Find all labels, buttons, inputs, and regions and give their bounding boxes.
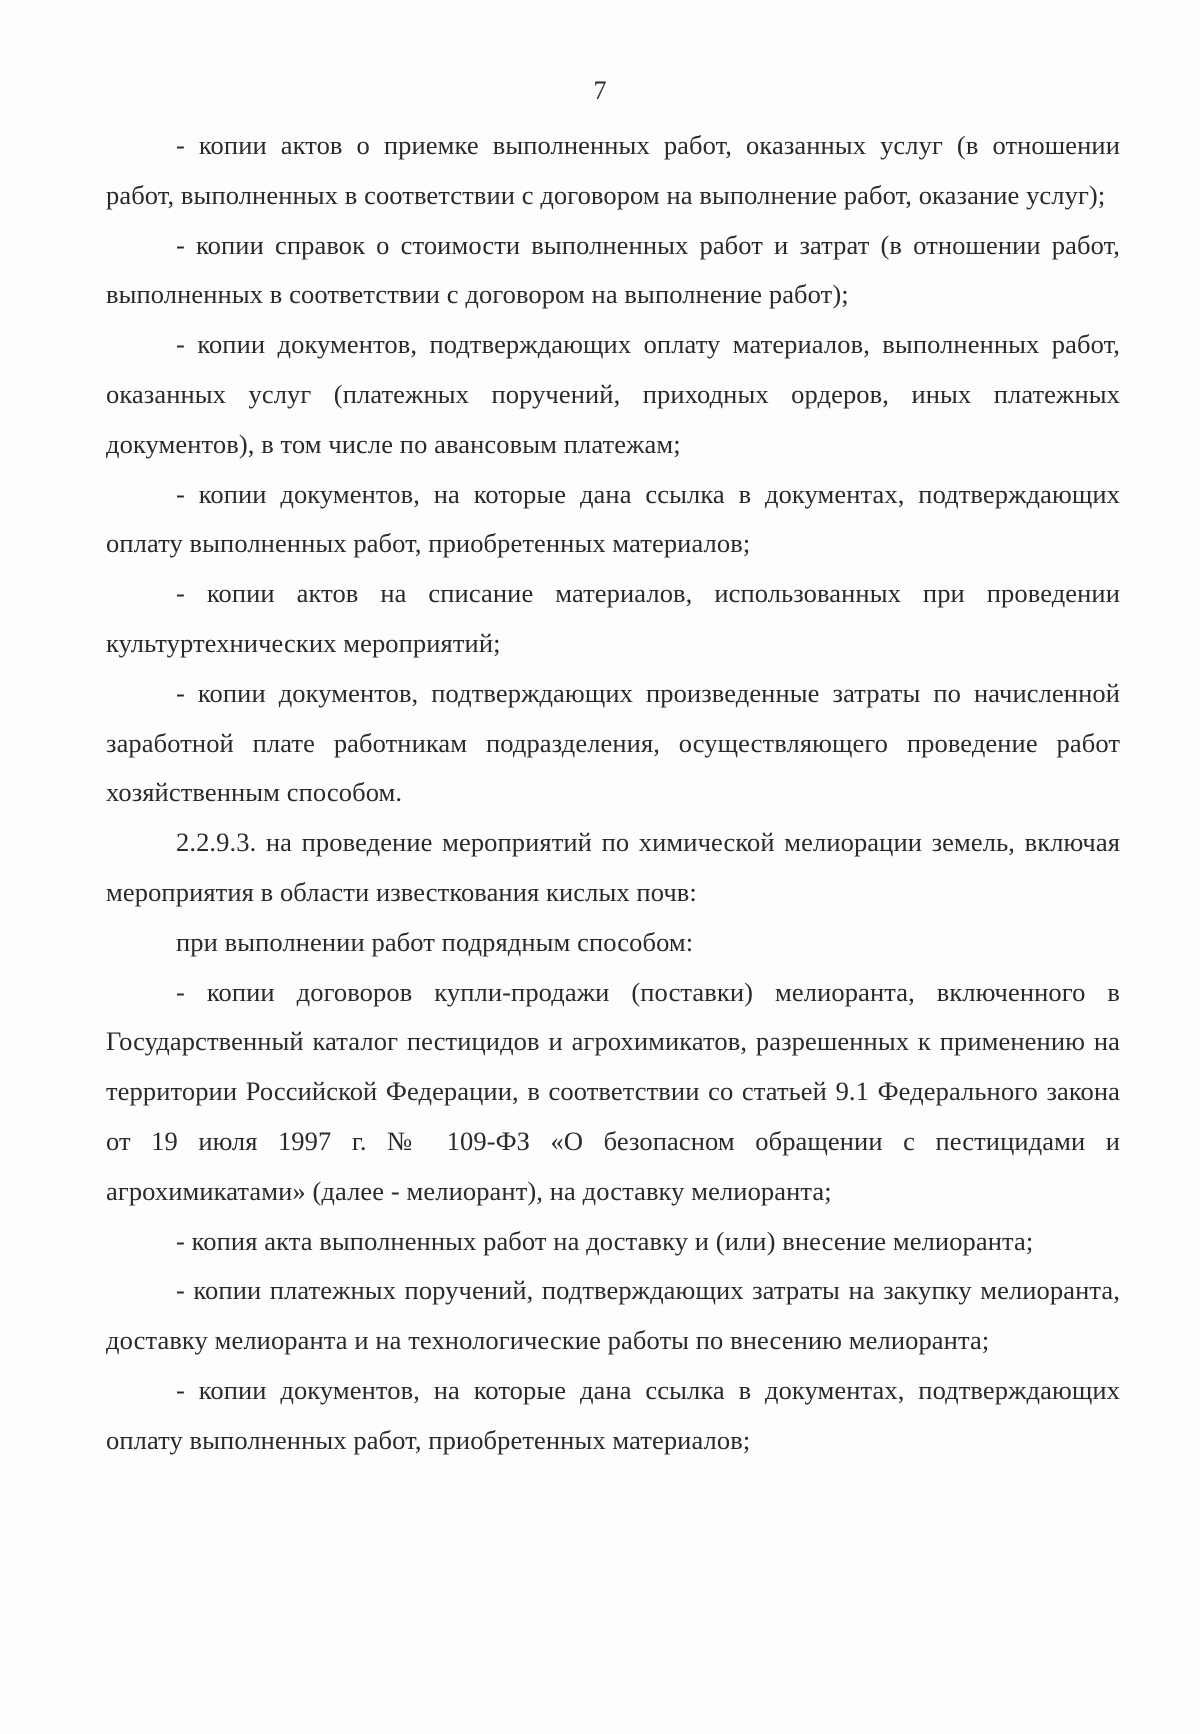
paragraph-referenced-documents: - копии документов, на которые дана ссылка в документах, подтверждающих оплату выполненных работ, приобретенных материалов;: [106, 478, 1120, 559]
paragraph-clause-2-2-9-3: 2.2.9.3. на проведение мероприятий по химической мелиорации земель, включая мероприятия в области известкования кислых почв:: [106, 827, 1120, 907]
paragraph-cost-certificates: - копии справок о стоимости выполненных работ и затрат (в отношении работ, выполненных в соответствии с договором на выполнение работ);: [106, 229, 1120, 310]
paragraph-payment-orders: - копии платежных поручений, подтверждающих затраты на закупку мелиоранта, доставку мелиоранта и на технологические работы по внесению мелиоранта;: [106, 1275, 1120, 1356]
paragraph-purchase-contracts: - копии договоров купли-продажи (поставки) мелиоранта, включенного в Государственный каталог пестицидов и агрохимикатов, разрешенных к применению на территории Российской Федерации, в соответствии со статьей 9.1 Федерального закона от 19 июля 1997 г. № 109-ФЗ «О безопасном обращении с пестицидами и агрохимикатами» (далее - мелиорант), на доставку мелиоранта;: [106, 976, 1120, 1206]
paragraph-referenced-documents-2: - копии документов, на которые дана ссылка в документах, подтверждающих оплату выполненных работ, приобретенных материалов;: [106, 1374, 1120, 1455]
page-number: 7: [593, 76, 607, 105]
document-body: [106, 121, 1120, 1466]
paragraph-work-act-copy: - копия акта выполненных работ на доставку и (или) внесение мелиоранта;: [176, 1225, 1034, 1256]
paragraph-write-off-acts: - копии актов на списание материалов, использованных при проведении культуртехнических мероприятий;: [106, 578, 1120, 658]
paragraph-salary-costs: - копии документов, подтверждающих произведенные затраты по начисленной заработной плате работникам подразделения, осуществляющего проведение работ хозяйственным способом.: [106, 677, 1120, 808]
paragraph-payment-documents: - копии документов, подтверждающих оплату материалов, выполненных работ, оказанных услуг (платежных поручений, приходных ордеров, иных платежных документов), в том числе по авансовым платежам;: [106, 329, 1120, 459]
paragraph-contract-method: при выполнении работ подрядным способом:: [176, 926, 694, 957]
paragraph-acts-of-acceptance: - копии актов о приемке выполненных работ, оказанных услуг (в отношении работ, выполненных в соответствии с договором на выполнение работ, оказание услуг);: [106, 130, 1120, 210]
